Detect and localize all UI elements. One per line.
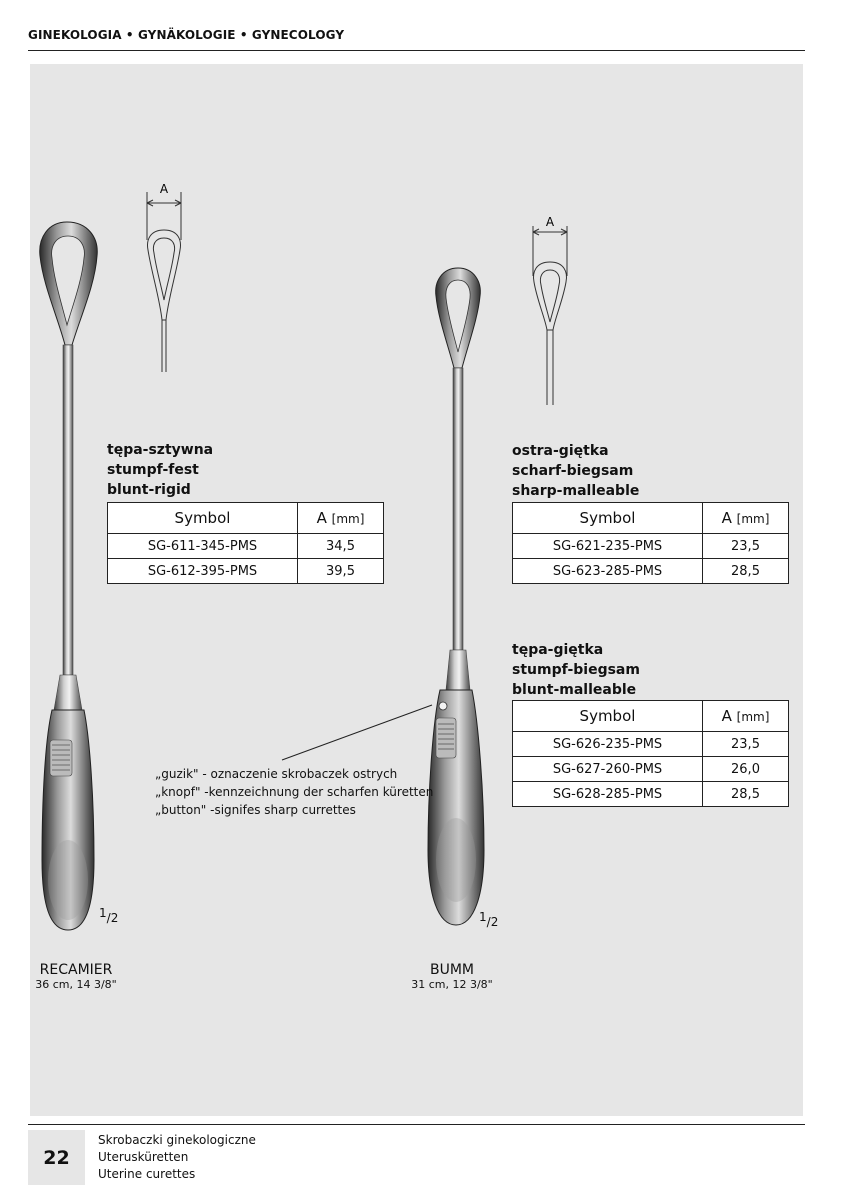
a-value-cell: 39,5 <box>298 559 384 584</box>
a-value-cell: 34,5 <box>298 534 384 559</box>
page-number: 22 <box>28 1130 85 1185</box>
heading-line-en: blunt-malleable <box>512 682 637 698</box>
a-value-cell: 23,5 <box>703 534 789 559</box>
dimension-label-right: A <box>545 215 555 229</box>
symbol-cell: SG-611-345-PMS <box>108 534 298 559</box>
group-heading-blunt-malleable <box>512 640 640 700</box>
heading-line-en: sharp-malleable <box>512 483 640 499</box>
col-a-unit: [mm] <box>331 512 365 526</box>
a-value-cell: 26,0 <box>703 757 789 782</box>
heading-line-en: blunt-rigid <box>107 482 191 498</box>
footer-section-title <box>98 1132 256 1183</box>
scale-numerator: 1 <box>99 906 107 920</box>
col-a-label: A <box>721 707 732 725</box>
symbol-cell: SG-612-395-PMS <box>108 559 298 584</box>
bumm-curette-drawing <box>428 268 484 925</box>
heading-line-pl: tępa-giętka <box>512 642 604 658</box>
group-heading-blunt-rigid <box>107 440 213 500</box>
instrument-name: BUMM <box>429 962 474 978</box>
callout-line <box>282 705 432 760</box>
scale-label-left: $^1$/2 <box>99 906 119 925</box>
instrument-name: RECAMIER <box>39 962 113 978</box>
instrument-caption-bumm <box>394 962 510 991</box>
spec-table-blunt-rigid <box>107 502 384 584</box>
a-value-cell: 28,5 <box>703 559 789 584</box>
bumm-tip-detail <box>533 226 567 405</box>
column-header-a <box>703 701 789 732</box>
scale-denominator: 2 <box>490 915 499 929</box>
table-row <box>513 559 789 584</box>
col-a-label: A <box>721 509 732 527</box>
table-header-row <box>513 503 789 534</box>
col-a-unit: [mm] <box>736 710 770 724</box>
instrument-size: 36 cm, 14 3/8" <box>35 978 117 991</box>
button-marker <box>439 702 447 710</box>
scale-denominator: 2 <box>110 911 119 925</box>
scale-numerator: 1 <box>479 910 487 924</box>
heading-line-de: stumpf-biegsam <box>512 662 640 678</box>
symbol-cell: SG-623-285-PMS <box>513 559 703 584</box>
scale-label-right: $^1$/2 <box>479 910 499 929</box>
table-row <box>513 534 789 559</box>
column-header-a <box>703 503 789 534</box>
symbol-cell: SG-626-235-PMS <box>513 732 703 757</box>
symbol-cell: SG-627-260-PMS <box>513 757 703 782</box>
footer-line-pl: Skrobaczki ginekologiczne <box>98 1133 256 1147</box>
footer-line-en: Uterine curettes <box>98 1167 196 1181</box>
table-header-row <box>108 503 384 534</box>
page-header: GINEKOLOGIA • GYNÄKOLOGIE • GYNECOLOGY <box>28 28 345 42</box>
a-value-cell: 23,5 <box>703 732 789 757</box>
recamier-curette-drawing <box>40 222 97 930</box>
note-line-en: „button" -signifes sharp currettes <box>155 803 356 817</box>
heading-line-de: scharf-biegsam <box>512 463 634 479</box>
col-a-label: A <box>316 509 327 527</box>
heading-line-pl: ostra-giętka <box>512 443 609 459</box>
instrument-size: 31 cm, 12 3/8" <box>411 978 493 991</box>
table-header-row <box>513 701 789 732</box>
symbol-cell: SG-621-235-PMS <box>513 534 703 559</box>
column-header-symbol: Symbol <box>108 503 298 534</box>
table-row <box>513 757 789 782</box>
button-note <box>155 765 433 819</box>
footer-line-de: Uterusküretten <box>98 1150 189 1164</box>
table-row <box>513 782 789 807</box>
column-header-symbol: Symbol <box>513 503 703 534</box>
column-header-a <box>298 503 384 534</box>
column-header-symbol: Symbol <box>513 701 703 732</box>
dimension-label-left: A <box>159 182 169 196</box>
footer-divider <box>28 1124 805 1125</box>
table-row <box>108 559 384 584</box>
symbol-cell: SG-628-285-PMS <box>513 782 703 807</box>
heading-line-pl: tępa-sztywna <box>107 442 214 458</box>
group-heading-sharp-malleable <box>512 441 639 501</box>
heading-line-de: stumpf-fest <box>107 462 199 478</box>
note-line-de: „knopf" -kennzeichnung der scharfen küretten <box>155 785 434 799</box>
col-a-unit: [mm] <box>736 512 770 526</box>
note-line-pl: „guzik" - oznaczenie skrobaczek ostrych <box>155 767 398 781</box>
spec-table-blunt-malleable <box>512 700 789 807</box>
table-row <box>108 534 384 559</box>
spec-table-sharp-malleable <box>512 502 789 584</box>
table-row <box>513 732 789 757</box>
a-value-cell: 28,5 <box>703 782 789 807</box>
recamier-tip-detail <box>147 192 181 372</box>
instrument-caption-recamier <box>18 962 134 991</box>
